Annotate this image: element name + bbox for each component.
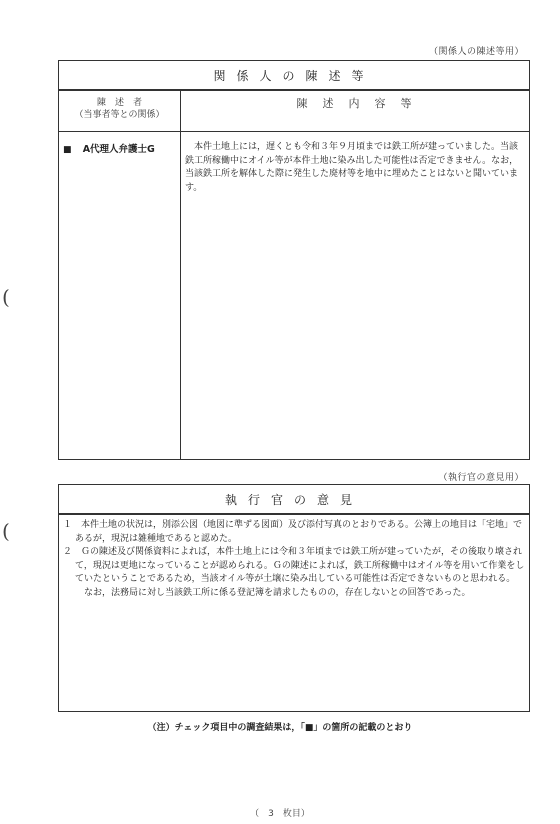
opinion-paragraph: １ 本件土地の状況は，別添公図（地図に準ずる図面）及び添付写真のとおりである。公簿上の地目は「宅地」であるが，現況は雑種地であると認めた。 — [63, 520, 523, 544]
opinion-paragraph: なお，法務局に対し当該鉄工所に係る登記簿を請求したものの，存在しないとの回答であった。 — [75, 587, 471, 598]
content-column-header: 陳 述 内 容 等 — [296, 97, 414, 110]
left-margin-mark: ( — [2, 519, 10, 543]
statement-content: 本件土地上には，遅くとも令和３年９月頃までは鉄工所が建っていました。当該鉄工所稼働中にオイル等が本件土地に染み出した可能性は否定できません。なお，当該鉄工所を解体した際に発生した廃材等を地中に埋めたことはないと聞いています。 — [185, 142, 519, 193]
opinion-body — [63, 519, 525, 600]
statement-table — [58, 60, 530, 460]
statement-section-tag: （関係人の陳述等用） — [428, 47, 524, 57]
speaker-header-line2: （当事者等との関係） — [74, 110, 165, 120]
opinion-title: 執行官の意見 — [224, 493, 363, 507]
opinion-section-tag: （執行官の意見用） — [438, 473, 524, 483]
opinion-title-divider — [59, 513, 529, 515]
title-divider — [59, 89, 529, 91]
column-divider — [180, 91, 181, 459]
left-margin-mark: ( — [2, 285, 10, 309]
speaker-column-header — [59, 97, 180, 121]
footnote: （注）チェック項目中の調査結果は，「■」の箇所の記載のとおり — [147, 723, 413, 733]
opinion-paragraph: ２ Ｇの陳述及び関係資料によれば，本件土地上には令和３年頃までは鉄工所が建っていたが，その後取り壊されて，現況は更地になっていることが認められる。Ｇの陳述によれば，鉄工所稼働中はオイル等を用いて作業をしていたということであるため，当該オイル等が土壌に染み出している可能性は否定できないものと思われる。 — [63, 547, 525, 584]
check-marker: ■ — [63, 145, 72, 155]
header-divider — [59, 131, 529, 132]
statement-row — [63, 141, 179, 155]
opinion-table — [58, 484, 530, 712]
page-number: （ 3 枚目） — [250, 809, 310, 819]
speaker-header-line1: 陳 述 者 — [96, 98, 142, 108]
statement-title: 関係人の陳述等 — [213, 69, 375, 83]
speaker-name: A代理人弁護士G — [82, 144, 155, 155]
